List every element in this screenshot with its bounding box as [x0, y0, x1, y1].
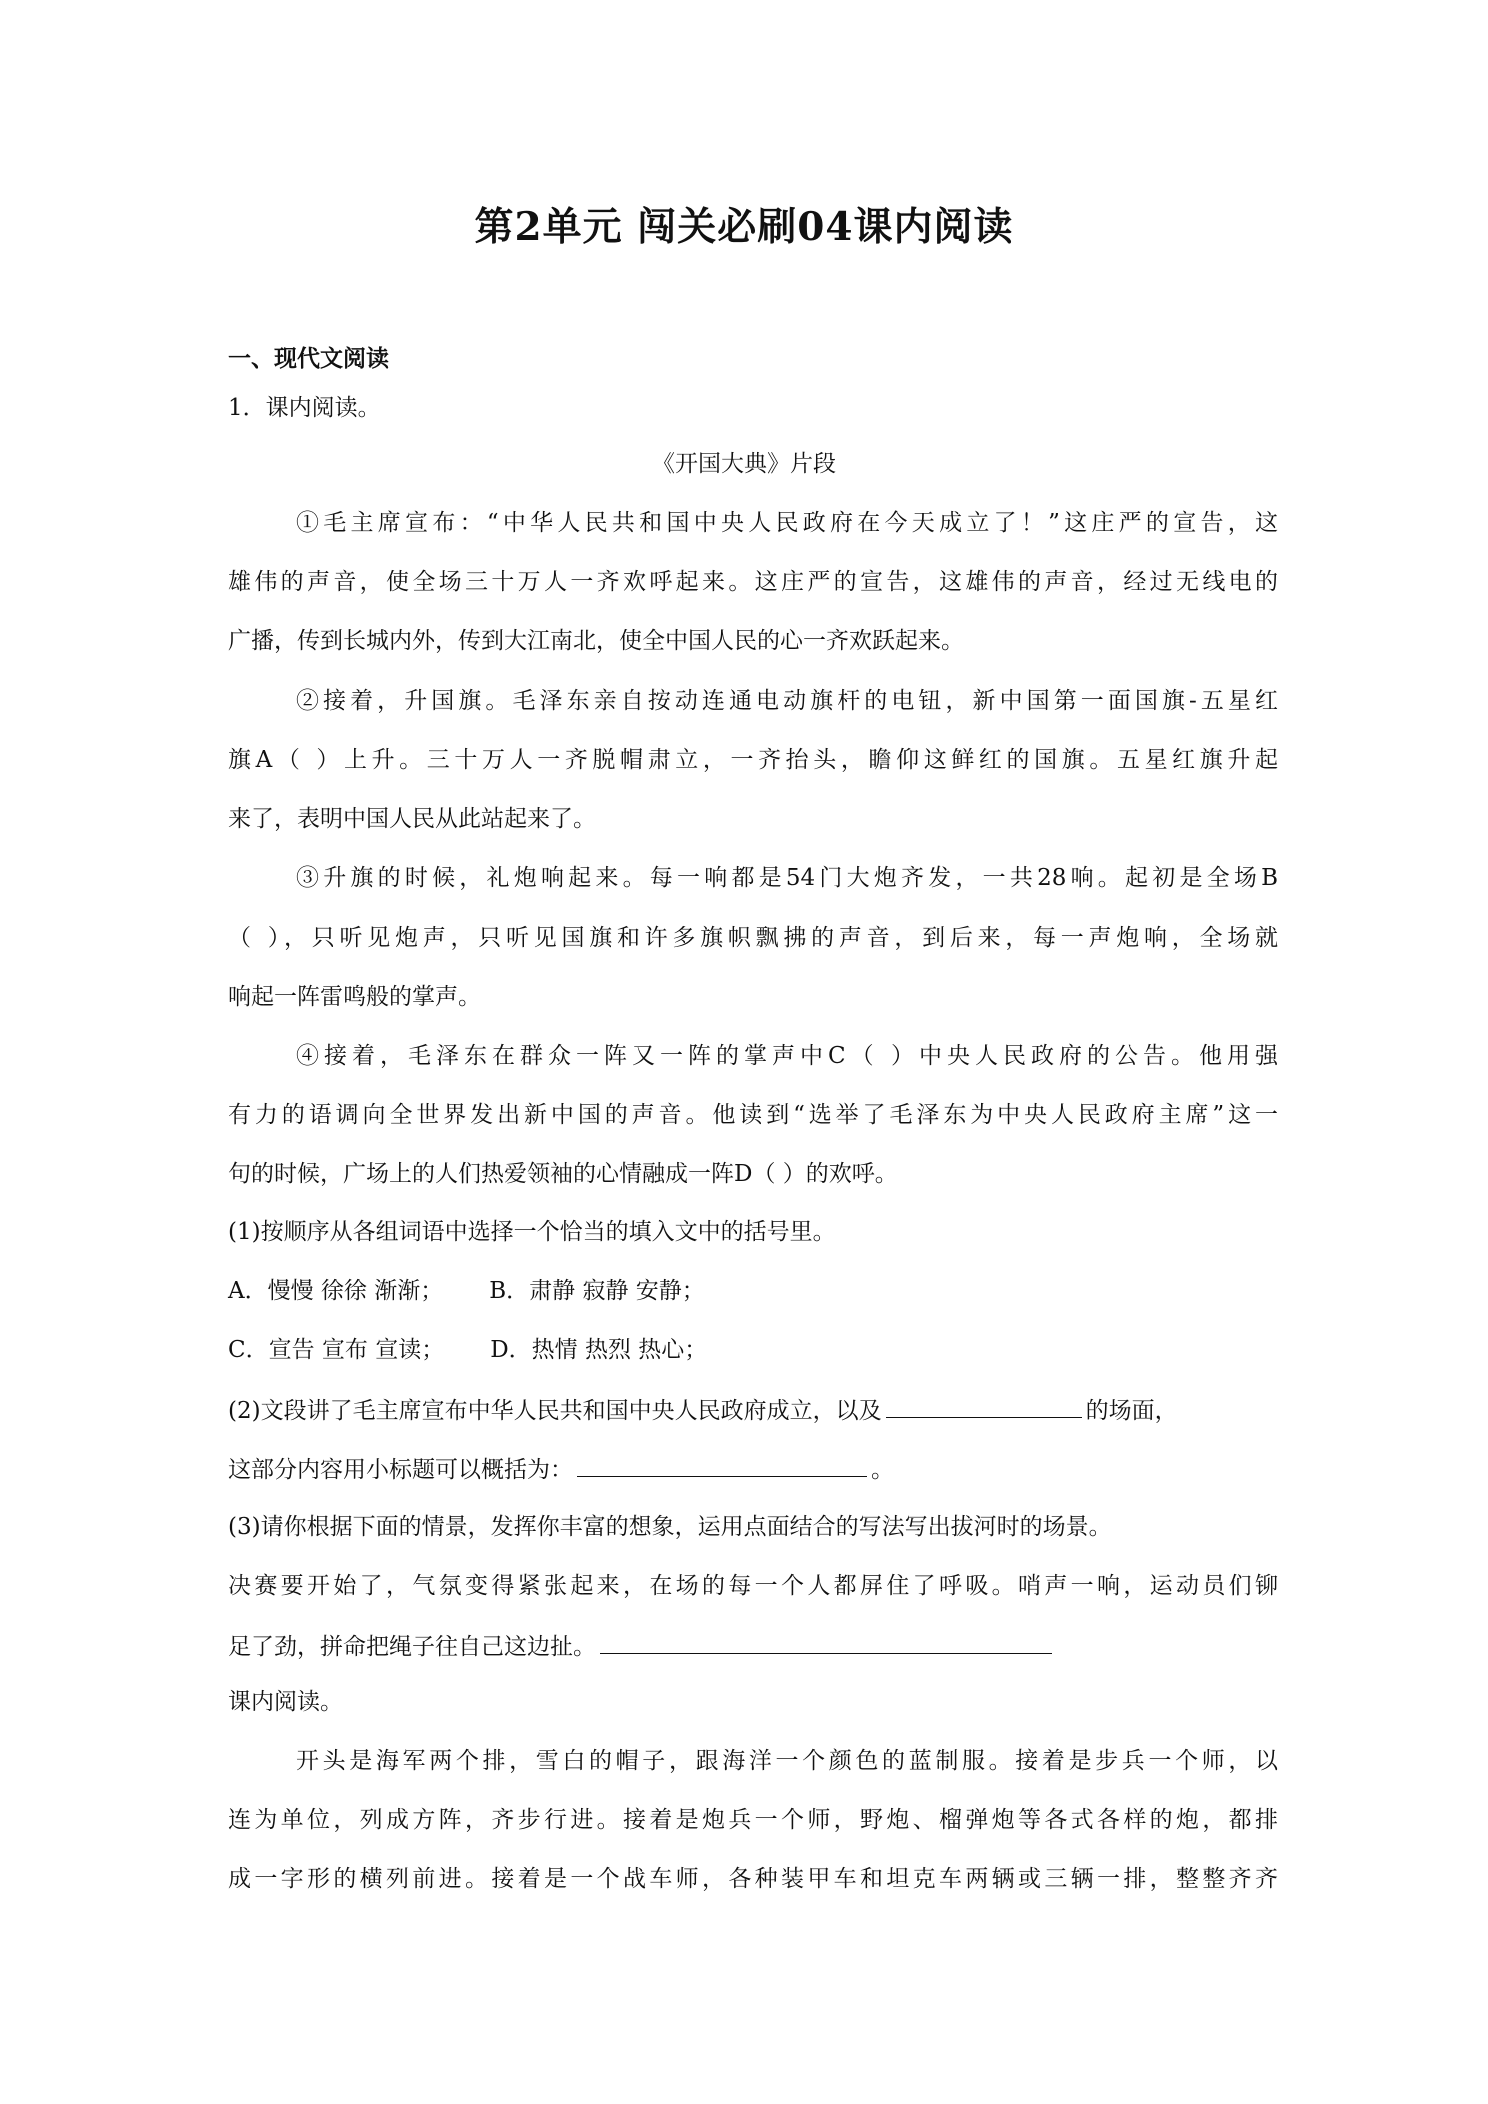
sub-question-1: (1)按顺序从各组词语中选择一个恰当的填入文中的括号里。: [228, 1219, 836, 1245]
scene-text-line2: [228, 1629, 1278, 1663]
passage-line: 响起一阵雷鸣般的掌声。: [228, 984, 481, 1010]
passage-line: 成一字形的横列前进。接着是一个战车师，各种装甲车和坦克车两辆或三辆一排，整整齐齐: [228, 1866, 1278, 1892]
sub-question-2: [228, 1393, 1278, 1427]
sub-question-2-text: 这部分内容用小标题可以概括为：: [228, 1457, 573, 1483]
choice-a: A．慢慢 徐徐 渐渐；: [228, 1278, 444, 1304]
choice-b: B．肃静 寂静 安静；: [489, 1278, 705, 1304]
sub-question-2-text: 。: [871, 1457, 894, 1483]
passage-line: 旗A（ ）上升。三十万人一齐脱帽肃立，一齐抬头，瞻仰这鲜红的国旗。五星红旗升起: [228, 747, 1278, 773]
page-title: 第2单元 闯关必刷04课内阅读: [474, 204, 1014, 250]
passage-line: ③升旗的时候，礼炮响起来。每一响都是54门大炮齐发，一共28响。起初是全场B: [296, 865, 1278, 891]
passage-line: 广播，传到长城内外，传到大江南北，使全中国人民的心一齐欢跃起来。: [228, 628, 964, 654]
passage-line: ④接着，毛泽东在群众一阵又一阵的掌声中C（ ）中央人民政府的公告。他用强: [296, 1043, 1278, 1069]
sub-question-2-text: (2)文段讲了毛主席宣布中华人民共和国中央人民政府成立，以及: [228, 1398, 882, 1424]
sub-question-2-text: 的场面，: [1085, 1398, 1178, 1424]
answer-blank[interactable]: [577, 1452, 867, 1477]
choice-c: C．宣告 宣布 宣读；: [228, 1337, 445, 1363]
choice-d: D．热情 热烈 热心；: [490, 1337, 708, 1363]
question-2-label: 课内阅读。: [228, 1689, 343, 1715]
answer-blank[interactable]: [600, 1629, 1052, 1654]
passage-line: 句的时候，广场上的人们热爱领袖的心情融成一阵D（ ）的欢呼。: [228, 1161, 898, 1187]
choice-row: [228, 1275, 1278, 1307]
passage-line: 开头是海军两个排，雪白的帽子，跟海洋一个颜色的蓝制服。接着是步兵一个师，以: [296, 1748, 1278, 1774]
question-1-label: 1．课内阅读。: [228, 395, 381, 421]
section-heading: 一、现代文阅读: [228, 345, 389, 372]
passage-line: ②接着，升国旗。毛泽东亲自按动连通电动旗杆的电钮，新中国第一面国旗-五星红: [296, 688, 1278, 714]
passage-line: ①毛主席宣布：“中华人民共和国中央人民政府在今天成立了！”这庄严的宣告，这: [296, 510, 1278, 536]
choice-row: [228, 1334, 1278, 1366]
answer-blank[interactable]: [886, 1393, 1082, 1418]
sub-question-3: (3)请你根据下面的情景，发挥你丰富的想象，运用点面结合的写法写出拔河时的场景。: [228, 1514, 1112, 1540]
passage-line: （ ），只听见炮声，只听见国旗和许多旗帜飘拂的声音，到后来，每一声炮响，全场就: [228, 925, 1278, 951]
passage-line: 连为单位，列成方阵，齐步行进。接着是炮兵一个师，野炮、榴弹炮等各式各样的炮，都排: [228, 1807, 1278, 1833]
passage-line: 雄伟的声音，使全场三十万人一齐欢呼起来。这庄严的宣告，这雄伟的声音，经过无线电的: [228, 569, 1278, 595]
passage-title: 《开国大典》片段: [652, 451, 836, 477]
passage-line: 有力的语调向全世界发出新中国的声音。他读到“选举了毛泽东为中央人民政府主席”这一: [228, 1102, 1278, 1128]
sub-question-2-line2: [228, 1452, 1278, 1486]
scene-text: 决赛要开始了，气氛变得紧张起来，在场的每一个人都屏住了呼吸。哨声一响，运动员们铆: [228, 1573, 1278, 1599]
passage-line: 来了，表明中国人民从此站起来了。: [228, 806, 596, 832]
scene-text: 足了劲，拼命把绳子往自己这边扯。: [228, 1634, 596, 1660]
